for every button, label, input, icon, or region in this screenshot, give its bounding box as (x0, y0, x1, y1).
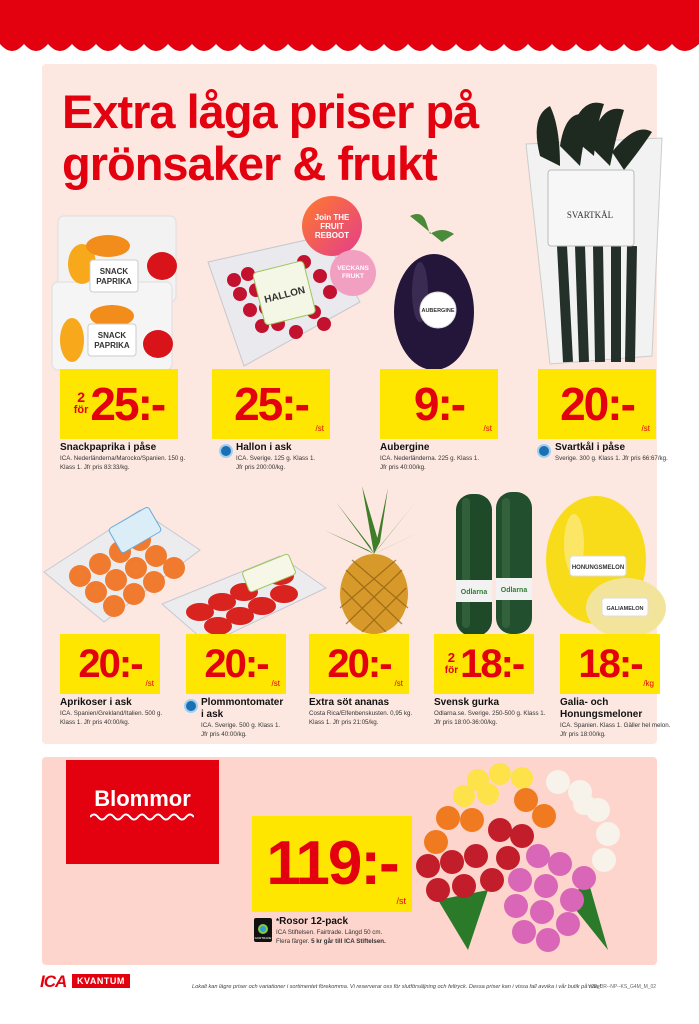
svg-text:GALIAMELON: GALIAMELON (606, 606, 644, 612)
headline-line-1: Extra låga priser på (62, 85, 479, 138)
price-value: 18:- (460, 642, 524, 686)
kvantum-text: KVANTUM (77, 976, 125, 986)
price-value: 119:- (266, 829, 398, 898)
price-meloner (560, 634, 660, 694)
product-name: Svensk gurka (434, 697, 500, 708)
footer-disclaimer: Lokalt kan lägre priser och variationer i sortimentet förekomma. Vi reserverar oss för slutförsäljning och feltryck. Dessa priser kan i vissa fall avvika i vår butik på nätet. (192, 984, 603, 990)
product-name: Snackpaprika i påse (60, 442, 157, 453)
price-rosor (252, 816, 412, 912)
product-name: Extra söt ananas (309, 697, 390, 708)
svg-text:HONUNGSMELON: HONUNGSMELON (571, 565, 625, 571)
fairtrade-text: FAIRTRADE (254, 936, 272, 940)
price-value: 18:- (578, 642, 642, 686)
product-desc: Costa Rica/Elfenbenskusten. 0,95 kg. Klass 1. Jfr pris 21:05/kg. (309, 710, 413, 726)
price-prefix: 2 för (444, 650, 459, 676)
snackpaprika-image (50, 212, 200, 372)
ica-logo (40, 972, 66, 992)
product-name: Aubergine (380, 442, 430, 453)
price-unit: /st (394, 679, 403, 688)
price-prefix: 2 för (73, 389, 89, 416)
price-value: 20:- (327, 642, 391, 686)
price-unit: /st (641, 424, 650, 433)
product-desc: ICA. Spanien/Grekland/Italien. 500 g. Klass 1. Jfr pris 40:00/kg. (60, 710, 163, 726)
product-desc: ICA. Sverige. 125 g. Klass 1. Jfr pris 200:00/kg. (236, 455, 316, 471)
heading-wavy-divider (90, 812, 194, 822)
svg-text:SVARTKÅL: SVARTKÅL (566, 210, 614, 220)
sweden-origin-icon (219, 444, 233, 458)
price-unit: /st (483, 424, 492, 433)
svg-text:Odlarna: Odlarna (460, 589, 488, 596)
fruit-reboot-badge (302, 196, 362, 256)
product-desc: ICA. Nederländerna. 225 g. Klass 1. Jfr pris 40:00/kg. (380, 455, 480, 471)
svg-text:Odlarna: Odlarna (500, 587, 528, 594)
price-unit: /kg (643, 679, 654, 688)
headline-line-2: grönsaker & frukt (62, 137, 437, 190)
price-svensk-gurka (434, 634, 534, 694)
price-value: 20:- (204, 642, 268, 686)
product-name: Galia- och Honungsmeloner (560, 697, 643, 720)
fruit-reboot-text: Join THE FRUIT REBOOT (314, 212, 350, 240)
price-value: 20:- (560, 378, 634, 430)
price-value: 20:- (78, 642, 142, 686)
price-unit: /st (396, 896, 406, 906)
price-plommontomater (186, 634, 286, 694)
headline (62, 86, 532, 190)
price-ananas (309, 634, 409, 694)
product-desc: ICA. Sverige. 500 g. Klass 1. Jfr pris 40:00/kg. (201, 722, 281, 738)
svg-text:SNACK: SNACK (99, 267, 129, 276)
price-aubergine (380, 369, 498, 439)
meloner-image (544, 494, 672, 640)
blommor-heading: Blommor (94, 786, 191, 811)
sweden-origin-icon (184, 699, 198, 713)
footer-code: V29_DR--NP--KS_G4M_M_02 (588, 984, 657, 990)
veckans-frukt-text: VECKANS FRUKT (337, 265, 369, 280)
price-unit: /st (145, 679, 154, 688)
ica-logo-text: ICA (40, 972, 67, 991)
price-hallon (212, 369, 330, 439)
fairtrade-icon (258, 924, 268, 934)
price-aprikoser (60, 634, 160, 694)
plommontomater-image (160, 548, 328, 648)
product-name: Hallon i ask (236, 442, 292, 453)
price-snackpaprika (60, 369, 178, 439)
svg-text:AUBERGINE: AUBERGINE (421, 308, 455, 314)
product-desc: Odlarna.se. Sverige. 250-500 g. Klass 1. Jfr pris 18:00-36:00/kg. (434, 710, 546, 726)
svg-text:HALLON: HALLON (263, 285, 307, 306)
product-name: Aprikoser i ask (60, 697, 132, 708)
kvantum-badge (72, 974, 130, 988)
product-name: Svartkål i påse (555, 442, 626, 453)
product-name: *Rosor 12-pack (276, 916, 349, 927)
price-unit: /st (315, 424, 324, 433)
price-value: 25:- (234, 378, 308, 430)
svg-text:PAPRIKA: PAPRIKA (94, 341, 130, 350)
top-red-band (0, 0, 699, 62)
fairtrade-logo (254, 918, 272, 942)
product-desc: Sverige. 300 g. Klass 1. Jfr pris 66:67/kg. (555, 455, 668, 462)
svg-text:SNACK: SNACK (97, 331, 127, 340)
svensk-gurka-image (452, 488, 538, 638)
product-desc: ICA. Nederländerna/Marocko/Spanien. 150 g. Klass 1. Jfr pris 83:33/kg. (60, 455, 186, 471)
roses-bouquet-image (408, 760, 640, 960)
ananas-image (322, 484, 426, 636)
sweden-origin-icon (537, 444, 551, 458)
aubergine-image (390, 212, 480, 372)
veckans-frukt-badge (330, 250, 376, 296)
product-desc: ICA. Spanien. Klass 1. Gäller hel melon. Jfr pris 18:00/kg. (560, 722, 671, 738)
svartkal-image (520, 96, 670, 374)
product-name: Plommontomater i ask (201, 697, 284, 720)
price-value: 25:- (90, 378, 165, 430)
price-value: 9:- (413, 378, 465, 430)
product-desc: ICA Stiftelsen. Fairtrade. Längd 50 cm. Flera färger. 5 kr går till ICA Stiftelsen. (276, 929, 386, 945)
price-unit: /st (271, 679, 280, 688)
svg-text:PAPRIKA: PAPRIKA (96, 277, 132, 286)
price-svartkal (538, 369, 656, 439)
